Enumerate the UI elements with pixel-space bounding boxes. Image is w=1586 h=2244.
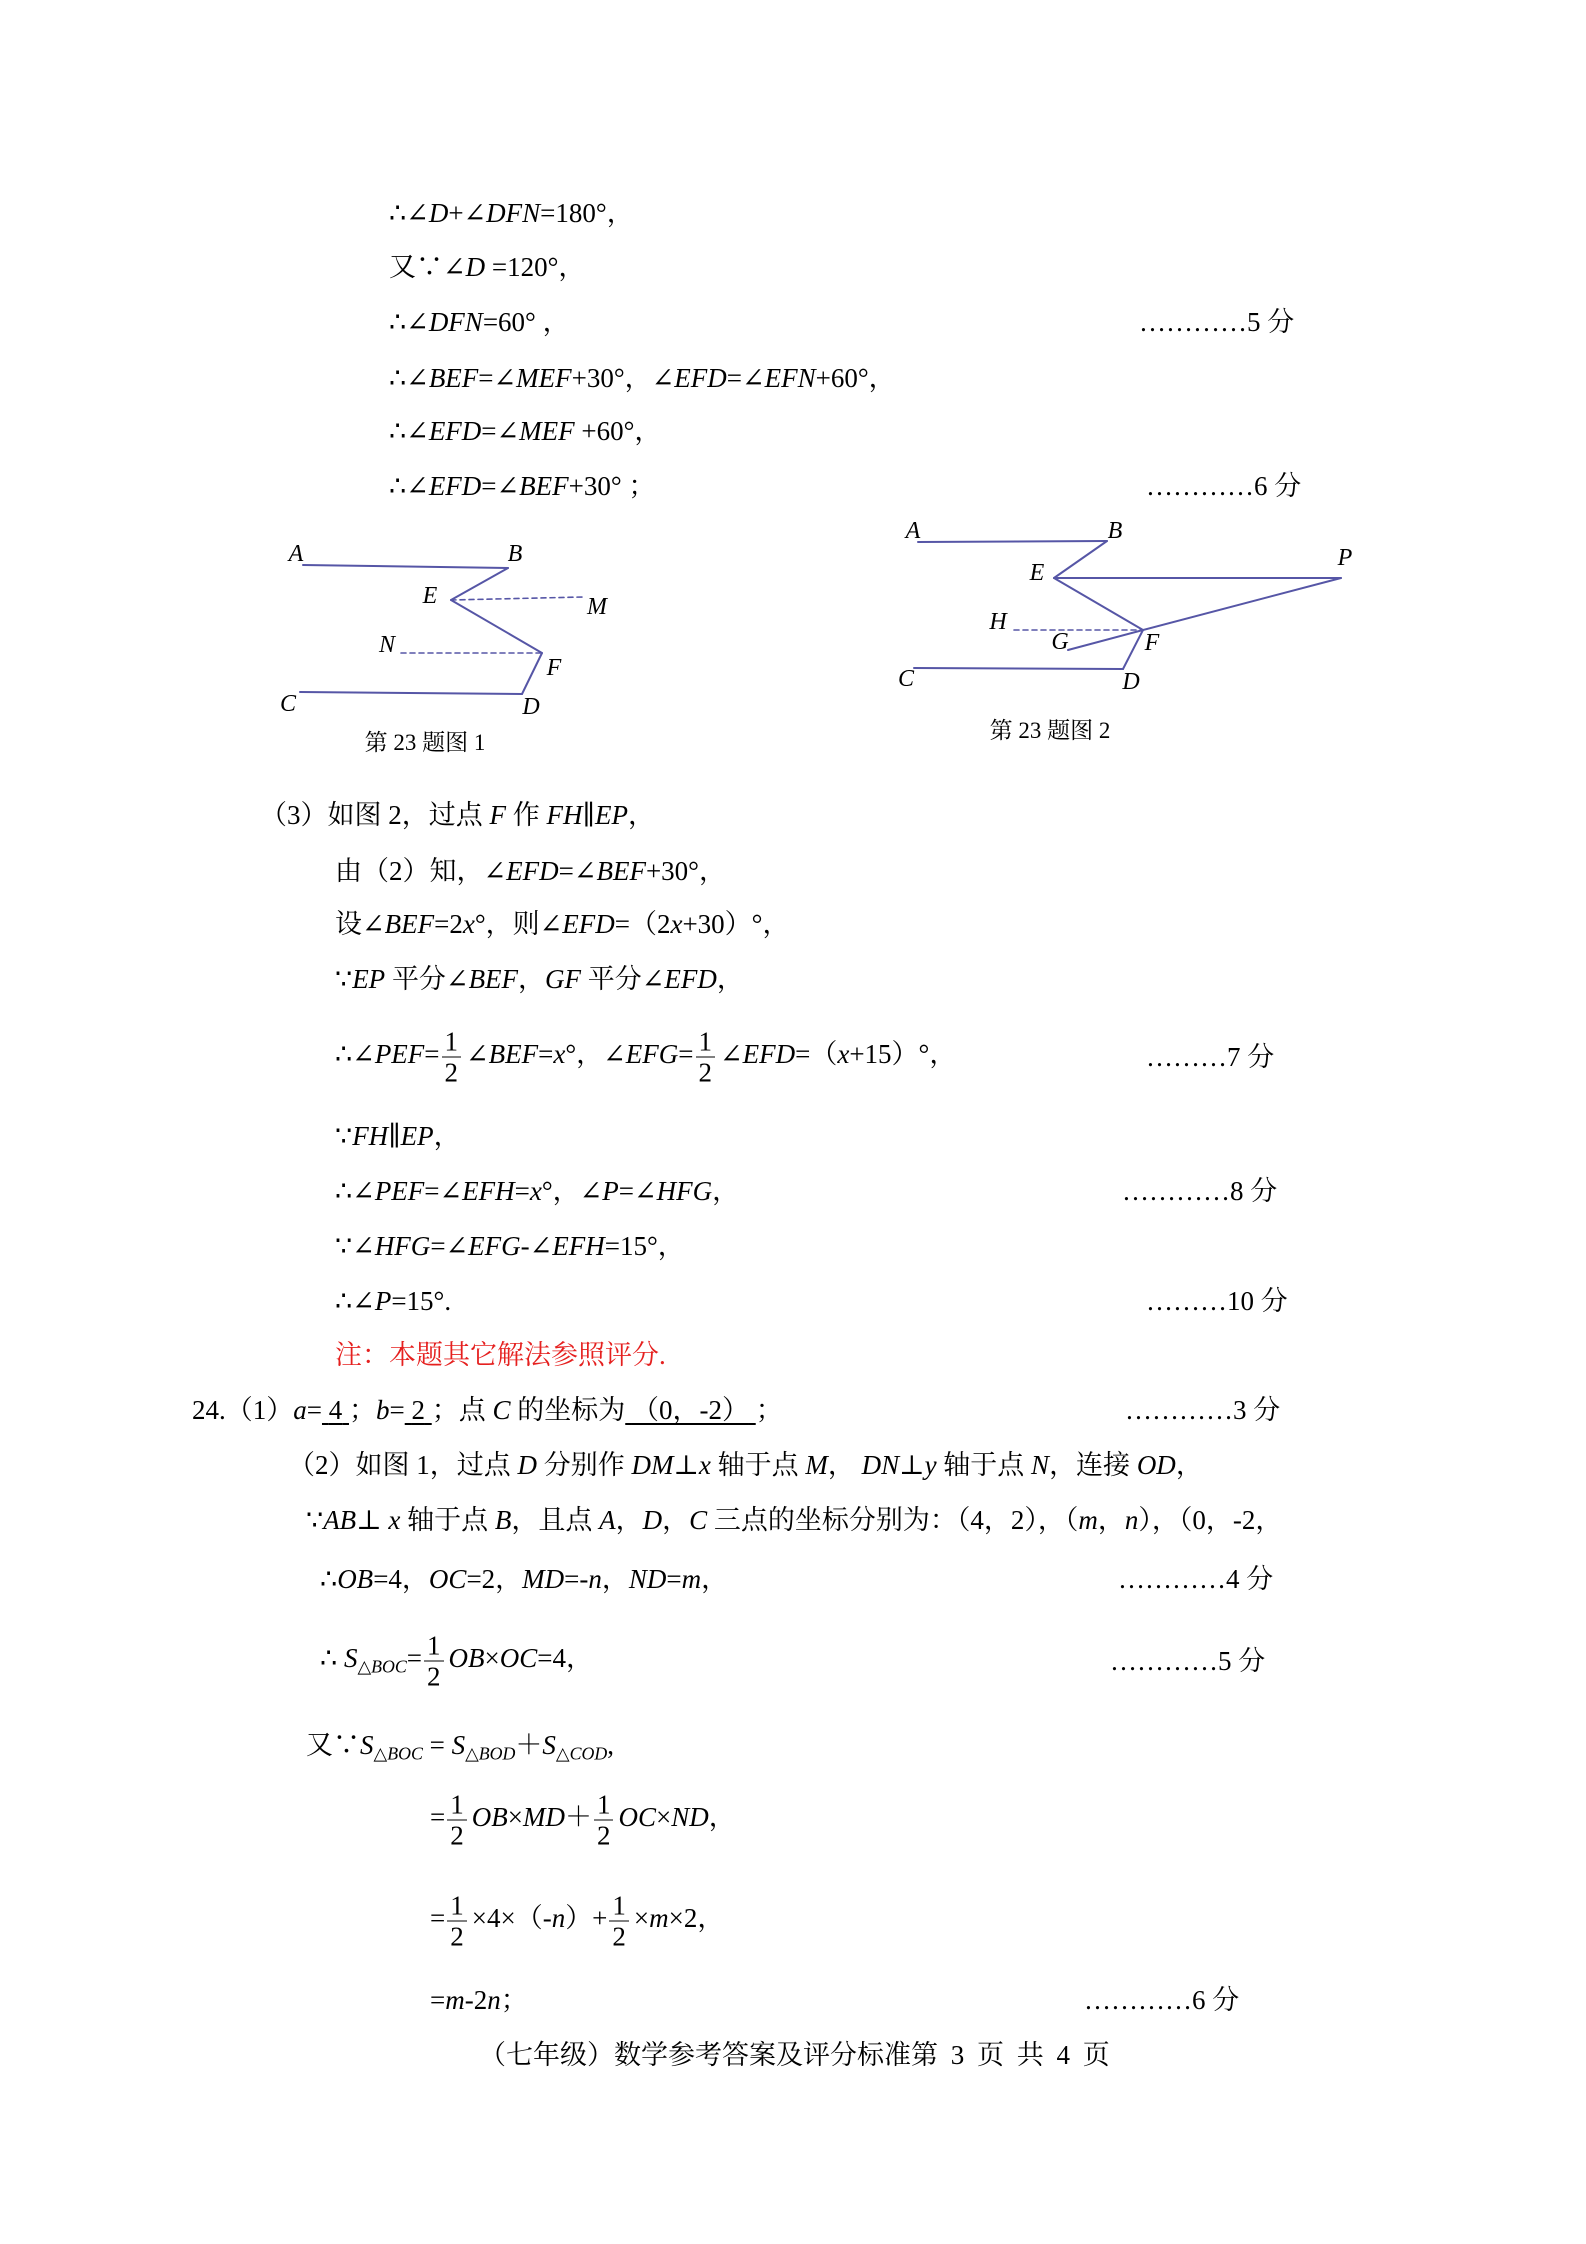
text-run: ，连接 <box>1049 1450 1137 1480</box>
text-run: ， <box>433 1121 461 1151</box>
math-variable: GF <box>545 964 582 994</box>
math-variable: EFD <box>664 964 717 994</box>
math-variable: BEF <box>384 909 435 939</box>
point-label-e: E <box>422 583 438 609</box>
segment-fd <box>1123 630 1143 669</box>
math-variable: x <box>462 909 475 939</box>
segment-gf <box>1068 630 1143 650</box>
text-run: ， <box>615 1505 643 1535</box>
math-variable: DN <box>861 1450 900 1480</box>
score-mark: …………5 分 <box>1110 1646 1266 1676</box>
solution-line <box>335 853 726 889</box>
solution-line <box>389 360 896 396</box>
text-run: × <box>484 1643 500 1674</box>
math-variable: EFH <box>552 1231 605 1261</box>
text-run: = <box>514 1176 530 1206</box>
text-run: 轴于点 <box>400 1505 495 1535</box>
math-variable: EFH <box>462 1176 515 1206</box>
text-run: ∥ <box>388 1121 401 1151</box>
math-variable: D <box>642 1505 663 1535</box>
math-variable: DM <box>631 1450 674 1480</box>
fraction <box>442 1027 462 1088</box>
text-run: ∴∠ <box>389 307 429 337</box>
math-variable: OD <box>1136 1450 1176 1480</box>
math-variable: D <box>517 1450 537 1480</box>
text-run: = <box>306 1395 322 1425</box>
math-variable: EFD <box>742 1039 796 1070</box>
point-label-e: E <box>1029 560 1045 586</box>
math-variable: HFG <box>656 1176 713 1206</box>
point-label-d: D <box>522 694 540 720</box>
fraction <box>696 1027 716 1088</box>
segment-ab <box>303 565 508 568</box>
math-variable: BEF <box>488 1039 539 1070</box>
text-run: ∴∠ <box>389 363 429 393</box>
text-run: 又∵ <box>306 1730 360 1760</box>
math-variable: OB <box>337 1564 374 1594</box>
solution-line <box>430 1982 528 2018</box>
text-run: ， <box>827 1450 862 1480</box>
text-run: , <box>607 1730 614 1760</box>
solution-line <box>192 1392 783 1428</box>
fraction-numerator: 1 <box>696 1027 716 1058</box>
text-run: +60°， <box>815 363 896 393</box>
fraction-denominator: 2 <box>612 1921 626 1952</box>
text-run: ， <box>716 964 744 994</box>
fraction-numerator: 1 <box>424 1631 444 1662</box>
figure-23-1 <box>260 520 640 725</box>
fraction-numerator: 1 <box>442 1027 462 1058</box>
text-run: × <box>655 1802 672 1833</box>
text-run: °，则∠ <box>474 909 563 939</box>
text-run: ∵ <box>306 1505 324 1535</box>
text-run: = <box>406 1643 422 1674</box>
point-label-h: H <box>989 609 1007 635</box>
text-run: ∴∠ <box>389 471 429 501</box>
math-variable: OB <box>448 1643 485 1674</box>
math-variable: A <box>599 1505 616 1535</box>
text-run: 轴于点 <box>936 1450 1032 1480</box>
text-run: × <box>507 1802 523 1833</box>
text-run: =∠ <box>430 1231 469 1261</box>
text-run: =（ <box>795 1039 838 1070</box>
text-run: 三点的坐标分别为：（4，2），（ <box>707 1505 1079 1535</box>
solution-line <box>389 249 585 285</box>
text-run: ；点 <box>431 1395 493 1425</box>
figure-caption: 第 23 题图 1 <box>364 730 486 755</box>
text-run: °，∠ <box>541 1176 603 1206</box>
math-variable: HFG <box>374 1231 431 1261</box>
fraction-denominator: 2 <box>427 1661 441 1692</box>
text-run: =∠ <box>481 471 520 501</box>
text-run: 平分∠ <box>581 964 665 994</box>
solution-line <box>335 961 744 997</box>
text-run: 作 <box>506 800 547 830</box>
segment-cd <box>914 668 1123 669</box>
math-variable: m <box>1078 1505 1098 1535</box>
text-run: ， <box>1175 1450 1203 1480</box>
math-variable: n <box>551 1903 566 1934</box>
point-label-b: B <box>507 541 523 567</box>
text-run: = <box>666 1564 682 1594</box>
math-variable: x <box>837 1039 850 1070</box>
fraction-numerator: 1 <box>447 1790 467 1821</box>
math-variable: EFN <box>764 363 816 393</box>
solution-line <box>389 468 655 504</box>
math-subscript: △BOC <box>357 1656 407 1677</box>
text-run: -∠ <box>520 1231 553 1261</box>
solution-line <box>320 1561 728 1597</box>
math-variable: m <box>649 1903 669 1934</box>
text-run: ， <box>662 1505 690 1535</box>
text-run: ）+ <box>565 1903 608 1934</box>
math-variable: D <box>428 198 449 228</box>
text-run: × <box>633 1903 650 1934</box>
point-label-n: N <box>378 632 396 658</box>
point-label-a: A <box>905 518 921 544</box>
math-variable: EP <box>400 1121 434 1151</box>
text-run: ∴∠ <box>389 198 429 228</box>
text-run: =15°. <box>391 1286 452 1316</box>
text-run: =15°， <box>604 1231 685 1261</box>
math-variable: DFN <box>486 198 541 228</box>
segment-be <box>1054 541 1107 578</box>
solution-line <box>335 1173 739 1209</box>
fraction <box>447 1790 467 1851</box>
text-run: =180°， <box>540 198 634 228</box>
math-variable: F <box>489 800 506 830</box>
text-run: ∴ <box>320 1643 344 1674</box>
text-run: = <box>424 1039 440 1070</box>
segment-fd <box>522 653 542 694</box>
math-variable: EP <box>594 800 628 830</box>
math-variable: EFG <box>468 1231 521 1261</box>
math-subscript: △BOD <box>465 1743 516 1764</box>
math-variable: ND <box>628 1564 667 1594</box>
math-variable: S <box>542 1730 556 1760</box>
answer-blank: （0，-2） <box>631 1395 749 1425</box>
math-variable: OC <box>618 1802 656 1833</box>
math-variable: BEF <box>519 471 569 501</box>
math-variable: n <box>588 1564 602 1594</box>
fraction <box>424 1631 444 1692</box>
text-run: ×4×（- <box>471 1903 552 1934</box>
text-run: ∴∠ <box>335 1039 375 1070</box>
math-variable: PEF <box>374 1039 425 1070</box>
text-run: =120°， <box>485 252 586 282</box>
solution-line <box>430 1790 736 1851</box>
text-run: +30°，∠ <box>571 363 675 393</box>
fraction-numerator: 1 <box>447 1891 467 1922</box>
fraction-denominator: 2 <box>444 1057 459 1088</box>
text-run: =∠ <box>424 1176 463 1206</box>
text-run: = <box>389 1395 405 1425</box>
text-run: ∠ <box>720 1039 743 1070</box>
math-variable: OB <box>471 1802 508 1833</box>
solution-line <box>335 906 789 942</box>
text-run: ∥ <box>582 800 595 830</box>
math-variable: BEF <box>468 964 519 994</box>
text-run: = <box>430 1985 446 2015</box>
text-run: =2， <box>466 1564 523 1594</box>
fraction-denominator: 2 <box>450 1921 464 1952</box>
math-variable: m <box>445 1985 465 2015</box>
segment-ef <box>1054 578 1143 630</box>
solution-line <box>389 413 661 449</box>
math-variable: D <box>465 252 486 282</box>
score-mark: …………3 分 <box>1125 1395 1281 1425</box>
text-run: ），（0，-2， <box>1138 1505 1283 1535</box>
text-run: +30° ； <box>568 471 656 501</box>
text-run: ∵∠ <box>335 1231 375 1261</box>
text-run: =∠ <box>558 856 597 886</box>
segment-cd <box>300 692 522 694</box>
fraction <box>447 1891 467 1952</box>
math-variable: P <box>602 1176 619 1206</box>
score-mark: …………4 分 <box>1118 1564 1274 1594</box>
math-variable: b <box>375 1395 390 1425</box>
text-run: （3）如图 2，过点 <box>260 800 490 830</box>
math-variable: FH <box>352 1121 389 1151</box>
text-run: ， <box>1097 1505 1125 1535</box>
math-variable: EFD <box>674 363 727 393</box>
text-run: =- <box>564 1564 589 1594</box>
point-label-m: M <box>587 594 607 620</box>
text-run: ， <box>712 1176 740 1206</box>
fraction <box>609 1891 629 1952</box>
math-variable: AB <box>323 1505 357 1535</box>
text-run: （2）如图 1，过点 <box>288 1450 518 1480</box>
text-run: ∴∠ <box>335 1176 375 1206</box>
math-variable: S <box>343 1643 358 1674</box>
text-run: ∴∠ <box>389 416 429 446</box>
solution-line <box>306 1502 1282 1538</box>
score-mark: …………6 分 <box>1084 1985 1240 2015</box>
math-variable: x <box>529 1176 542 1206</box>
text-run: -2 <box>464 1985 488 2015</box>
point-label-c: C <box>279 691 297 717</box>
text-run: =（2 <box>614 909 671 939</box>
text-run: = <box>422 1730 452 1760</box>
math-variable: B <box>494 1505 512 1535</box>
fraction-numerator: 1 <box>594 1790 614 1821</box>
point-label-f: F <box>546 655 562 681</box>
solution-line <box>335 1118 461 1154</box>
text-run: ∵ <box>335 964 353 994</box>
math-variable: OC <box>499 1643 538 1674</box>
math-variable: M <box>805 1450 828 1480</box>
math-variable: x <box>670 909 683 939</box>
math-variable: BEF <box>428 363 479 393</box>
segment-ab <box>918 541 1107 542</box>
text-run: ， <box>627 800 655 830</box>
figure-caption: 第 23 题图 2 <box>989 718 1111 743</box>
math-variable: x <box>553 1039 566 1070</box>
text-run: 的坐标为 <box>510 1395 626 1425</box>
text-run: =60° ， <box>482 307 570 337</box>
math-variable: x <box>388 1505 401 1535</box>
math-variable: MEF <box>516 363 572 393</box>
text-run: ， <box>701 1564 729 1594</box>
text-run: 24.（1） <box>192 1395 294 1425</box>
math-variable: DFN <box>428 307 483 337</box>
point-label-d: D <box>1122 669 1140 695</box>
point-label-g: G <box>1051 629 1069 655</box>
math-variable: MD <box>522 1564 565 1594</box>
point-label-f: F <box>1144 630 1160 656</box>
dashed-segment-em <box>451 597 583 600</box>
text-run: = <box>538 1039 554 1070</box>
fraction-denominator: 2 <box>596 1820 611 1851</box>
text-run: ⊥ <box>899 1450 925 1480</box>
math-variable: EFG <box>625 1039 679 1070</box>
text-run: ； <box>755 1395 783 1425</box>
text-run: ∴∠ <box>335 1286 375 1316</box>
text-run: ＋ <box>564 1802 592 1833</box>
text-run: 又∵∠ <box>389 252 466 282</box>
math-variable: EFD <box>428 416 482 446</box>
math-variable: EFD <box>562 909 615 939</box>
math-variable: MEF <box>519 416 575 446</box>
math-subscript: △COD <box>555 1743 608 1764</box>
math-variable: N <box>1031 1450 1050 1480</box>
text-run: 轴于点 <box>710 1450 806 1480</box>
math-variable: m <box>681 1564 702 1594</box>
math-variable: S <box>360 1730 374 1760</box>
solution-line <box>430 1891 724 1952</box>
text-run: ， <box>708 1802 736 1833</box>
segment-ef <box>451 600 542 653</box>
text-run: +60°， <box>574 416 662 446</box>
text-run: +15）°， <box>849 1039 957 1070</box>
math-variable: FH <box>546 800 583 830</box>
math-variable: C <box>492 1395 511 1425</box>
text-run: =∠ <box>618 1176 657 1206</box>
math-variable: MD <box>522 1802 565 1833</box>
score-mark: …………8 分 <box>1122 1176 1278 1206</box>
solution-line <box>335 1228 685 1264</box>
text-run: +30）°， <box>682 909 790 939</box>
text-run: +∠ <box>448 198 487 228</box>
text-run: 注：本题其它解法参照评分. <box>335 1340 666 1370</box>
solution-line <box>389 304 570 340</box>
text-run: ∵ <box>335 1121 353 1151</box>
fraction-numerator: 1 <box>609 1891 629 1922</box>
text-run: +30°， <box>645 856 726 886</box>
math-subscript: △BOC <box>373 1743 423 1764</box>
math-variable: EP <box>352 964 386 994</box>
solution-line <box>260 797 655 833</box>
text-run: °，∠ <box>565 1039 626 1070</box>
text-run: ×2， <box>668 1903 725 1934</box>
grading-note <box>335 1337 666 1373</box>
answer-blank: 2 <box>411 1395 425 1425</box>
math-variable: x <box>698 1450 711 1480</box>
text-run: ∴ <box>320 1564 338 1594</box>
segment-pf <box>1143 578 1341 630</box>
math-variable: n <box>487 1985 501 2015</box>
text-run: 设∠ <box>335 909 385 939</box>
fraction-denominator: 2 <box>698 1057 712 1088</box>
fraction-denominator: 2 <box>450 1820 464 1851</box>
score-mark: ………7 分 <box>1146 1042 1275 1072</box>
text-run: =2 <box>434 909 463 939</box>
solution-line <box>335 1283 451 1319</box>
point-label-c: C <box>897 666 915 692</box>
text-run: = <box>678 1039 694 1070</box>
solution-line <box>306 1727 614 1763</box>
point-label-a: A <box>288 541 304 567</box>
figure-23-2 <box>890 515 1370 700</box>
math-variable: n <box>1124 1505 1139 1535</box>
text-run: = <box>430 1802 446 1833</box>
solution-line <box>288 1447 1203 1483</box>
text-run: 由（2）知，∠ <box>335 856 507 886</box>
score-mark: ………10 分 <box>1146 1286 1288 1316</box>
text-run: ＋ <box>515 1730 543 1760</box>
math-variable: y <box>924 1450 937 1480</box>
point-label-p: P <box>1337 545 1353 571</box>
solution-line <box>335 1027 956 1088</box>
text-run: ； <box>348 1395 376 1425</box>
segment-be <box>451 568 508 600</box>
page-footer: （七年级）数学参考答案及评分标准第 3 页 共 4 页 <box>479 2040 1110 2070</box>
text-run: ∠ <box>466 1039 489 1070</box>
score-mark: …………5 分 <box>1139 307 1295 337</box>
math-variable: PEF <box>374 1176 425 1206</box>
text-run: = <box>430 1903 446 1934</box>
math-variable: BEF <box>596 856 646 886</box>
text-run: ， <box>601 1564 629 1594</box>
math-variable: EFD <box>428 471 482 501</box>
text-run: =∠ <box>478 363 517 393</box>
math-variable: P <box>374 1286 392 1316</box>
answer-blank: 4 <box>328 1395 343 1425</box>
math-variable: S <box>451 1730 466 1760</box>
text-run: ， <box>518 964 546 994</box>
point-label-b: B <box>1107 518 1123 544</box>
solution-line <box>389 195 634 231</box>
text-run: ⊥ <box>356 1505 389 1535</box>
text-run: =∠ <box>481 416 520 446</box>
text-run: =∠ <box>726 363 765 393</box>
math-variable: EFD <box>506 856 559 886</box>
text-run: =4， <box>537 1643 593 1674</box>
score-mark: …………6 分 <box>1146 471 1302 501</box>
math-variable: OC <box>428 1564 467 1594</box>
text-run: 分别作 <box>537 1450 632 1480</box>
text-run: =4， <box>373 1564 429 1594</box>
solution-line <box>320 1631 593 1692</box>
fraction <box>594 1790 614 1851</box>
math-variable: ND <box>671 1802 709 1833</box>
text-run: ⊥ <box>673 1450 699 1480</box>
math-variable: a <box>293 1395 307 1425</box>
math-variable: C <box>689 1505 708 1535</box>
text-run: 平分∠ <box>385 964 469 994</box>
text-run: ，且点 <box>511 1505 600 1535</box>
text-run: ； <box>500 1985 528 2015</box>
